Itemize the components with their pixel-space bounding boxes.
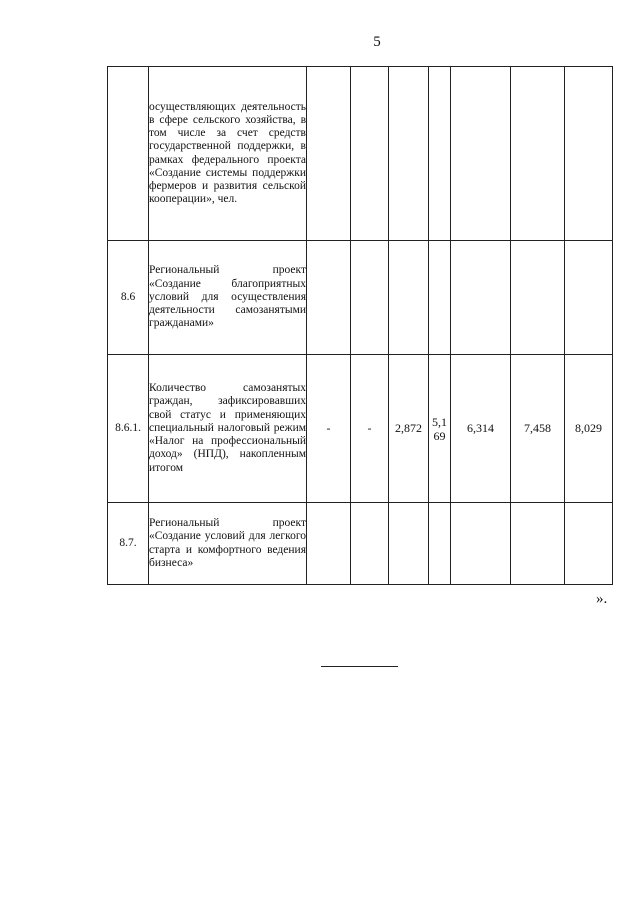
value-cell: - xyxy=(307,355,351,503)
row-name: Количество самозанятых граждан, зафиксировавших свой статус и применяющих специальный налоговый режим «Налог на профессиональный доход» (НПД), накопленным итогом xyxy=(149,355,307,503)
value-cell xyxy=(451,503,511,585)
value-cell xyxy=(389,503,429,585)
table-row xyxy=(108,67,613,241)
table-row xyxy=(108,241,613,355)
value-cell xyxy=(429,503,451,585)
closing-quote: ». xyxy=(596,591,608,607)
row-name: Региональный проект «Создание условий для легкого старта и комфортного ведения бизнеса» xyxy=(149,503,307,585)
value-text: 5,169 xyxy=(432,414,447,443)
value-cell xyxy=(307,503,351,585)
row-number: 8.6 xyxy=(108,241,149,355)
value-cell xyxy=(389,67,429,241)
row-number: 8.6.1. xyxy=(108,355,149,503)
value-cell: 8,029 xyxy=(565,355,613,503)
value-cell xyxy=(565,67,613,241)
value-cell xyxy=(451,67,511,241)
value-cell xyxy=(565,503,613,585)
row-name: осуществляющих деятельность в сфере сельского хозяйства, в том числе за счет средств государственной поддержки, в рамках федерального проекта «Создание системы поддержки фермеров и развития сельской кооперации», чел. xyxy=(149,67,307,241)
value-cell xyxy=(307,241,351,355)
row-number: 8.7. xyxy=(108,503,149,585)
value-cell: - xyxy=(351,355,389,503)
row-number xyxy=(108,67,149,241)
separator-line xyxy=(321,666,398,667)
value-cell xyxy=(429,67,451,241)
page-number: 5 xyxy=(373,34,381,50)
value-cell xyxy=(511,503,565,585)
table-row xyxy=(108,503,613,585)
value-cell xyxy=(429,241,451,355)
value-cell xyxy=(511,241,565,355)
value-cell: 6,314 xyxy=(451,355,511,503)
value-cell: 2,872 xyxy=(389,355,429,503)
value-cell xyxy=(351,67,389,241)
value-cell xyxy=(351,241,389,355)
indicators-table xyxy=(107,66,613,585)
value-cell xyxy=(389,241,429,355)
table-row xyxy=(108,355,613,503)
value-cell xyxy=(307,67,351,241)
value-cell xyxy=(351,503,389,585)
value-cell xyxy=(429,355,451,503)
value-cell xyxy=(451,241,511,355)
value-cell xyxy=(511,67,565,241)
value-cell xyxy=(565,241,613,355)
row-name: Региональный проект «Создание благоприятных условий для осуществления деятельности самозанятыми гражданами» xyxy=(149,241,307,355)
value-cell: 7,458 xyxy=(511,355,565,503)
